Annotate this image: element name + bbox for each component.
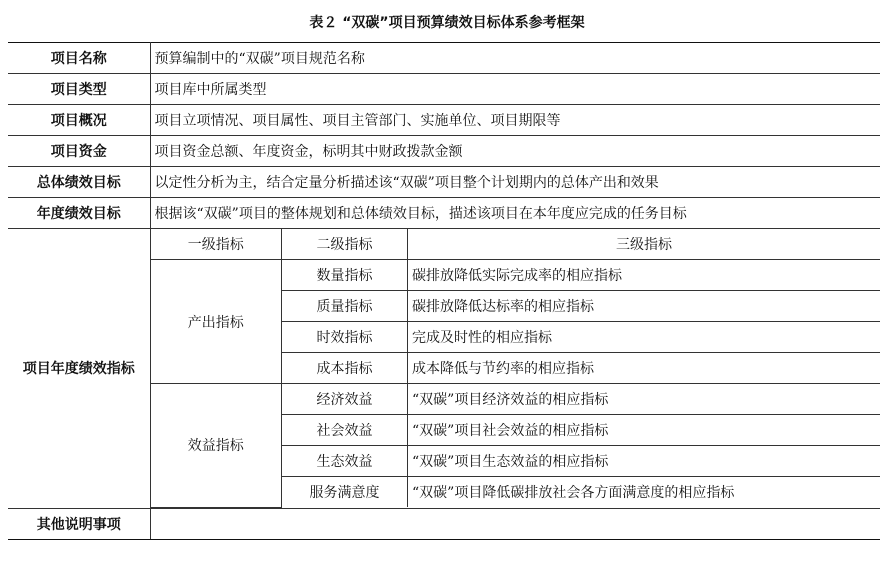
row-value: 预算编制中的“双碳”项目规范名称 (150, 43, 880, 74)
level2-cell: 经济效益 (282, 384, 408, 415)
level3-cell: “双碳”项目社会效益的相应指标 (408, 415, 881, 446)
indicators-table (151, 229, 881, 508)
row-label: 年度绩效目标 (8, 198, 150, 229)
indicators-header-row (151, 229, 881, 260)
level2-cell: 生态效益 (282, 446, 408, 477)
row-value: 以定性分析为主，结合定量分析描述该“双碳”项目整个计划期内的总体产出和效果 (150, 167, 880, 198)
level2-cell: 数量指标 (282, 260, 408, 291)
performance-framework-table (8, 42, 880, 540)
level3-cell: 成本降低与节约率的相应指标 (408, 353, 881, 384)
header-level3: 三级指标 (408, 229, 881, 260)
row-value: 根据该“双碳”项目的整体规划和总体绩效目标，描述该项目在本年度应完成的任务目标 (150, 198, 880, 229)
indicators-section (8, 229, 880, 509)
indicator-row (151, 260, 881, 291)
table-row (8, 508, 880, 539)
level1-benefit: 效益指标 (151, 384, 282, 508)
row-value: 项目资金总额、年度资金，标明其中财政拨款金额 (150, 136, 880, 167)
table-row (8, 167, 880, 198)
level3-cell: 碳排放降低实际完成率的相应指标 (408, 260, 881, 291)
level3-cell: 碳排放降低达标率的相应指标 (408, 291, 881, 322)
table-row (8, 198, 880, 229)
row-label: 项目概况 (8, 105, 150, 136)
row-label: 项目名称 (8, 43, 150, 74)
level3-cell: 完成及时性的相应指标 (408, 322, 881, 353)
level2-cell: 成本指标 (282, 353, 408, 384)
table-row (8, 136, 880, 167)
row-value: 项目库中所属类型 (150, 74, 880, 105)
table-row (8, 74, 880, 105)
row-label: 项目资金 (8, 136, 150, 167)
indicator-row (151, 384, 881, 415)
row-label: 项目类型 (8, 74, 150, 105)
table-caption: 表２ “双碳”项目预算绩效目标体系参考框架 (309, 15, 585, 31)
level1-output: 产出指标 (151, 260, 282, 384)
table-row (8, 43, 880, 74)
level2-cell: 社会效益 (282, 415, 408, 446)
header-level2: 二级指标 (282, 229, 408, 260)
row-label: 其他说明事项 (8, 508, 150, 539)
level3-cell: “双碳”项目降低碳排放社会各方面满意度的相应指标 (408, 477, 881, 508)
row-value (150, 508, 880, 539)
level2-cell: 时效指标 (282, 322, 408, 353)
level2-cell: 质量指标 (282, 291, 408, 322)
table-row (8, 105, 880, 136)
level3-cell: “双碳”项目经济效益的相应指标 (408, 384, 881, 415)
row-label: 总体绩效目标 (8, 167, 150, 198)
indicators-label: 项目年度绩效指标 (8, 229, 150, 509)
level3-cell: “双碳”项目生态效益的相应指标 (408, 446, 881, 477)
header-level1: 一级指标 (151, 229, 282, 260)
row-value: 项目立项情况、项目属性、项目主管部门、实施单位、项目期限等 (150, 105, 880, 136)
indicators-cell (150, 229, 880, 509)
level2-cell: 服务满意度 (282, 477, 408, 508)
